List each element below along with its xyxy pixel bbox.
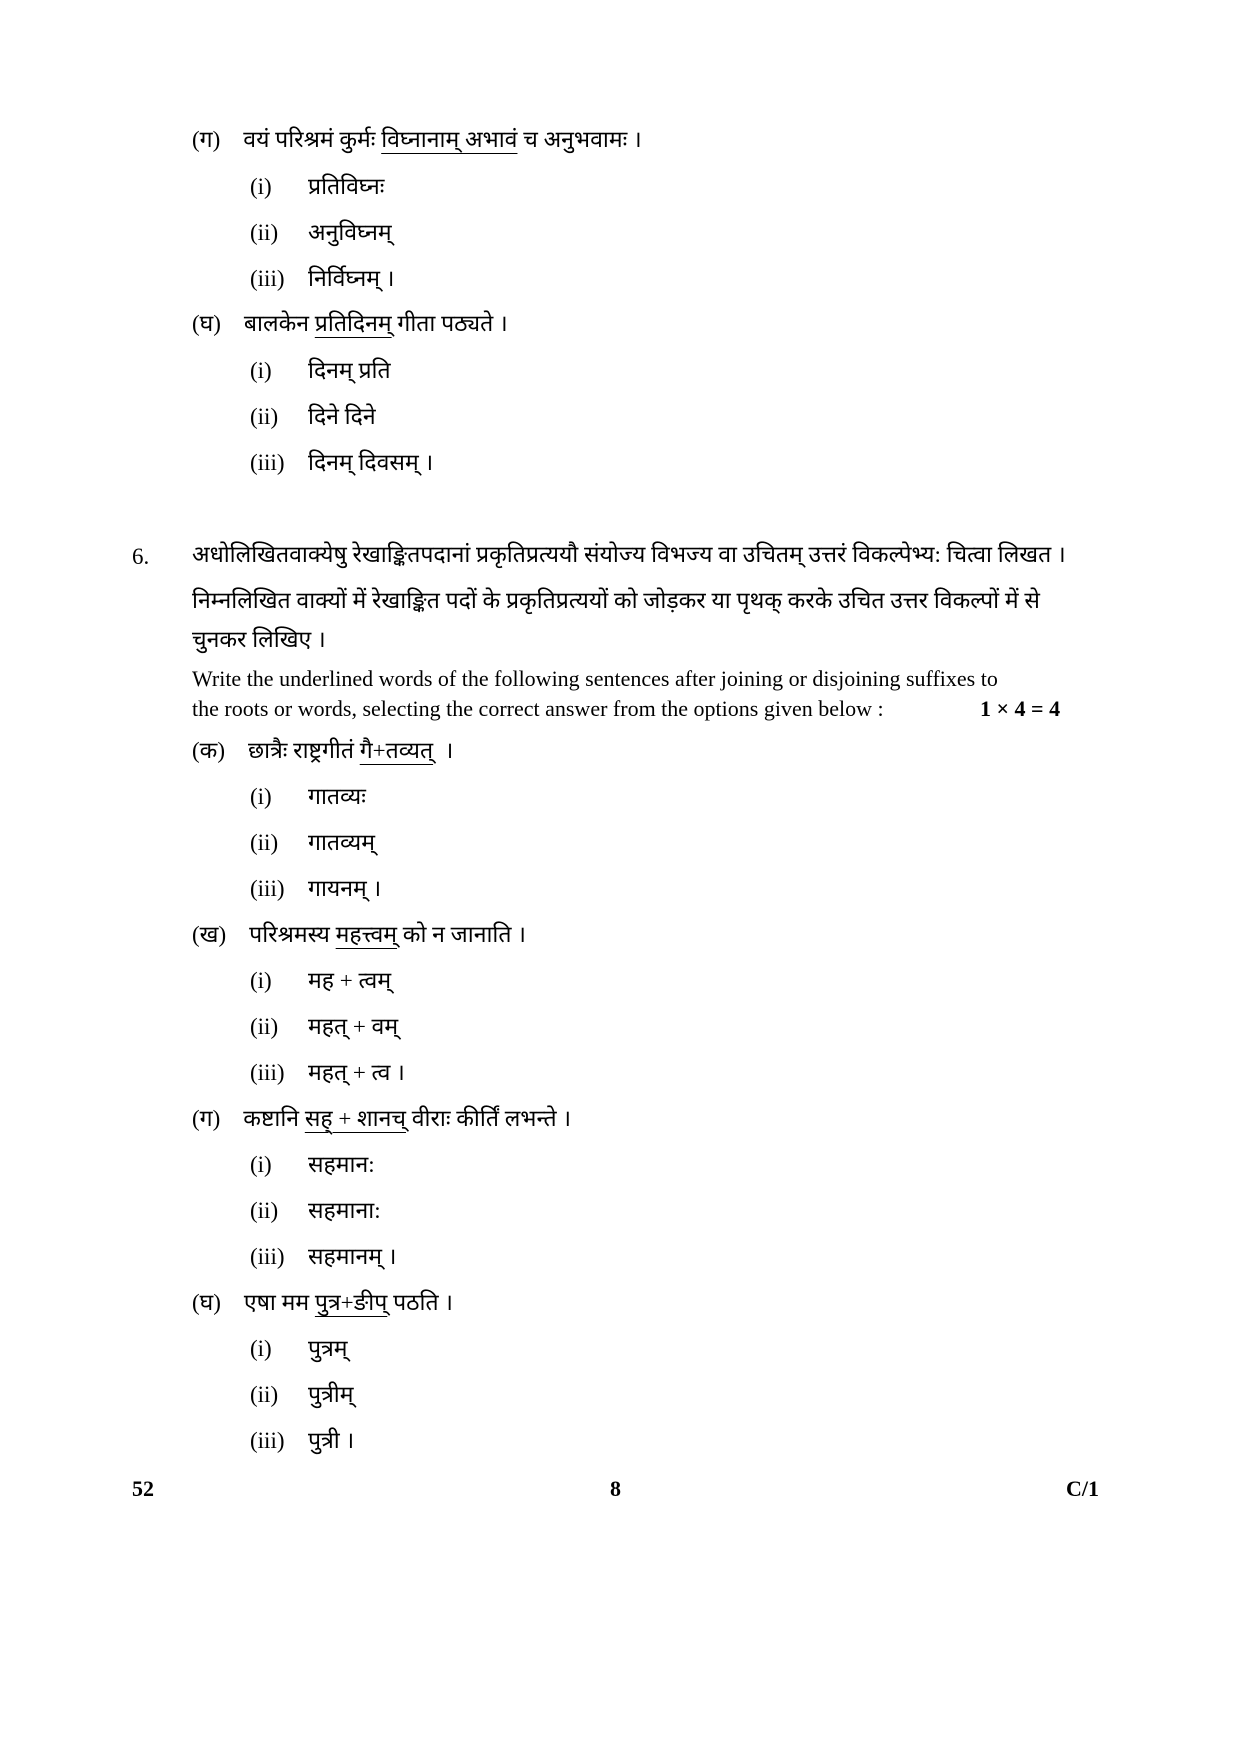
option-text: पुत्रीम्: [308, 1382, 354, 1407]
option-number: (iii): [250, 876, 285, 901]
option-text: सहमाना:: [308, 1198, 381, 1223]
q6-kha-sentence: [192, 920, 526, 950]
option-text: मह + त्वम्: [308, 968, 392, 993]
underlined-word: सह् + शानच्: [304, 1106, 407, 1131]
marks: 1 × 4 = 4: [980, 696, 1061, 721]
option-text: गायनम् ।: [308, 876, 382, 901]
sentence-part: कष्टानि: [243, 1106, 300, 1131]
q6-ga-sentence: [192, 1104, 571, 1134]
q6-gha-sentence: [192, 1288, 453, 1318]
option-number: (ii): [250, 1014, 279, 1039]
sub-label: (ग): [192, 127, 221, 152]
option-text: प्रतिविघ्नः: [308, 174, 385, 199]
q5-gha-sentence: [192, 309, 508, 339]
option-number: (ii): [250, 220, 279, 245]
footer-set: C/1: [1066, 1476, 1099, 1501]
option-text: पुत्रम्: [308, 1336, 348, 1361]
q6-instruction-hindi-1: निम्नलिखित वाक्यों में रेखाङ्कित पदों के प्रकृतिप्रत्ययों को जोड़कर या पृथक् करके उचित उत्तर विकल्पों में से: [192, 588, 1040, 613]
question-number: 6.: [132, 544, 150, 569]
option-text: महत् + त्व ।: [308, 1060, 405, 1085]
q6-instruction-hindi-2: चुनकर लिखिए ।: [192, 627, 326, 652]
underlined-word: पुत्र+ङीप्: [314, 1290, 388, 1315]
sub-label: (घ): [192, 311, 221, 336]
option-number: (i): [250, 1336, 272, 1361]
option-text: दिने दिने: [308, 404, 376, 429]
option-text: पुत्री ।: [308, 1428, 355, 1453]
option-number: (iii): [250, 450, 285, 475]
underlined-word: महत्त्वम्: [335, 922, 398, 947]
sentence-part: एषा मम: [243, 1290, 310, 1315]
sentence-part: परिश्रमस्य: [249, 922, 330, 947]
option-text: अनुविघ्नम्: [308, 220, 392, 245]
option-text: गातव्यम्: [308, 830, 375, 855]
sentence-part: बालकेन: [243, 311, 310, 336]
footer-code: 52: [132, 1476, 154, 1501]
sub-label: (क): [192, 738, 225, 763]
q6-ka-sentence: [192, 736, 453, 766]
sentence-part: को न जानाति ।: [402, 922, 526, 947]
option-text: महत् + वम्: [308, 1014, 399, 1039]
sentence-part: च अनुभवामः ।: [523, 127, 642, 152]
option-number: (ii): [250, 1382, 279, 1407]
sentence-part: गीता पठ्यते ।: [397, 311, 508, 336]
underlined-word: विघ्नानाम् अभावं: [381, 127, 518, 152]
sentence-part: वयं परिश्रमं कुर्मः: [243, 127, 376, 152]
sub-label: (घ): [192, 1290, 221, 1315]
q6-instruction-english-1: Write the underlined words of the following sentences after joining or disjoining suffixes to: [192, 666, 998, 691]
option-text: गातव्यः: [308, 784, 366, 809]
sentence-part: ।: [444, 738, 454, 763]
q6-instruction-sanskrit: अधोलिखितवाक्येषु रेखाङ्कितपदानां प्रकृतिप्रत्ययौ संयोज्य विभज्य वा उचितम् उत्तरं विकल्पेभ्य: चित्वा लिखत ।: [192, 542, 1066, 567]
option-text: दिनम् दिवसम् ।: [308, 450, 434, 475]
sub-label: (ख): [192, 922, 227, 947]
sentence-part: वीराः कीर्तिं लभन्ते ।: [411, 1106, 572, 1131]
option-number: (iii): [250, 1428, 285, 1453]
page-number: 8: [610, 1476, 621, 1501]
option-text: दिनम् प्रति: [308, 358, 391, 383]
option-number: (iii): [250, 1060, 285, 1085]
option-number: (i): [250, 784, 272, 809]
option-number: (ii): [250, 830, 279, 855]
underlined-word: गै+तव्यत्: [359, 738, 434, 763]
sentence-part: छात्रैः राष्ट्रगीतं: [247, 738, 354, 763]
option-number: (iii): [250, 1244, 285, 1269]
option-number: (ii): [250, 1198, 279, 1223]
sub-label: (ग): [192, 1106, 221, 1131]
sentence-part: पठति ।: [393, 1290, 454, 1315]
option-text: सहमान:: [308, 1152, 375, 1177]
q6-instruction-english-2: the roots or words, selecting the correct answer from the options given below :: [192, 696, 884, 721]
option-number: (i): [250, 174, 272, 199]
option-number: (ii): [250, 404, 279, 429]
option-number: (iii): [250, 266, 285, 291]
underlined-word: प्रतिदिनम्: [314, 311, 392, 336]
option-number: (i): [250, 968, 272, 993]
q5-ga-sentence: [192, 125, 642, 155]
option-number: (i): [250, 1152, 272, 1177]
option-text: सहमानम् ।: [308, 1244, 397, 1269]
option-number: (i): [250, 358, 272, 383]
option-text: निर्विघ्नम् ।: [308, 266, 395, 291]
